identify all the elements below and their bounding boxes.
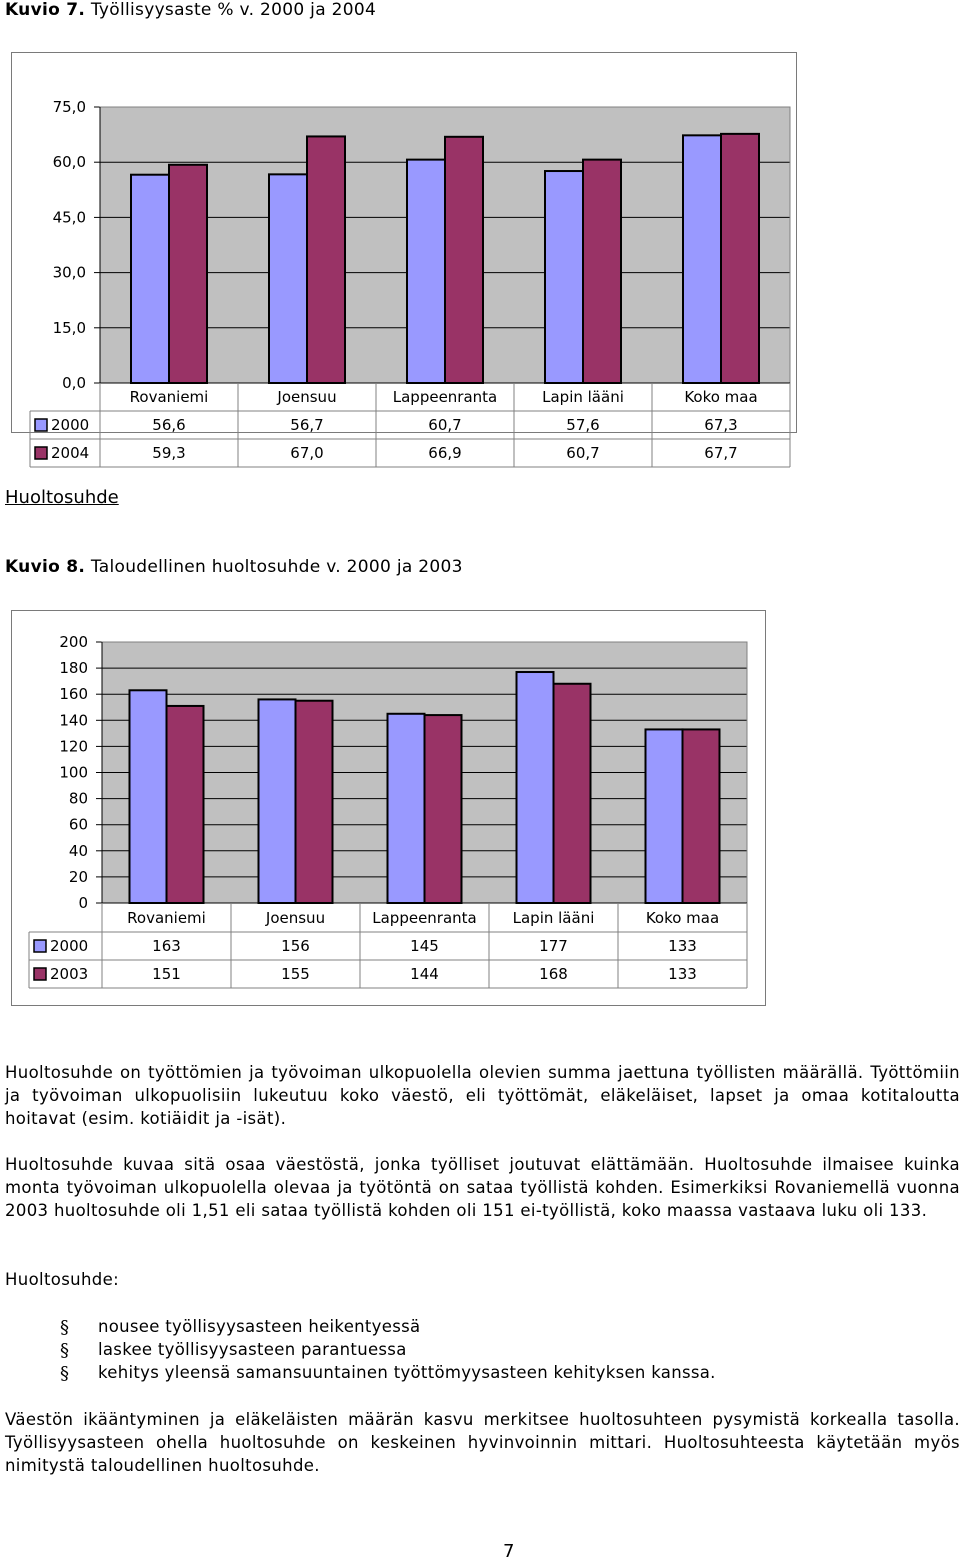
data-label: 59,3 xyxy=(152,444,186,462)
legend-swatch xyxy=(34,940,46,952)
bar xyxy=(296,701,333,903)
bar xyxy=(425,715,462,903)
y-tick-label: 60,0 xyxy=(52,153,86,172)
dependency-ratio-chart xyxy=(11,610,766,1006)
data-label: 66,9 xyxy=(428,444,462,462)
figure-7-title xyxy=(5,0,376,20)
legend-label: 2000 xyxy=(51,416,90,434)
data-label: 163 xyxy=(152,937,181,955)
bar xyxy=(259,699,296,903)
figure-7-label: Kuvio 7. xyxy=(5,0,86,20)
data-label: 156 xyxy=(281,937,310,955)
y-tick-label: 60 xyxy=(68,815,88,834)
bar xyxy=(388,714,425,903)
data-label: 56,7 xyxy=(290,416,324,434)
bullet-section-icon: § xyxy=(60,1340,70,1361)
data-label: 57,6 xyxy=(566,416,600,434)
y-tick-label: 120 xyxy=(59,737,88,756)
y-tick-label: 20 xyxy=(68,867,88,886)
bar xyxy=(683,729,720,903)
data-label: 60,7 xyxy=(566,444,600,462)
data-label: 133 xyxy=(668,937,697,955)
category-label: Lapin lääni xyxy=(512,909,595,927)
bar xyxy=(583,160,621,383)
y-tick-label: 160 xyxy=(59,685,88,704)
y-tick-label: 30,0 xyxy=(52,263,86,282)
category-label: Koko maa xyxy=(684,388,758,406)
paragraph-description: Huoltosuhde kuvaa sitä osaa väestöstä, jonka työlliset joutuvat elättämään. Huoltosuhde ilmaisee kuinka monta työvoiman ulkopuolella olevaa ja työtöntä on sataa työllistä kohden. Esimerkiksi Rovaniemellä vuonna 2003 huoltosuhde oli 1,51 eli sataa työllistä kohden oli 151 ei-työllistä, koko maassa vastaava luku oli 133. xyxy=(5,1155,960,1220)
y-tick-label: 80 xyxy=(68,789,88,808)
y-tick-label: 75,0 xyxy=(52,98,86,116)
list-item-text: nousee työllisyysasteen heikentyessä xyxy=(98,1317,421,1336)
bar xyxy=(683,135,721,383)
y-tick-label: 200 xyxy=(59,633,88,651)
bar xyxy=(131,175,169,383)
legend-swatch xyxy=(35,447,47,459)
data-label: 133 xyxy=(668,965,697,983)
figure-8-caption: Taloudellinen huoltosuhde v. 2000 ja 2003 xyxy=(90,557,463,577)
y-tick-label: 100 xyxy=(59,763,88,782)
bar xyxy=(445,137,483,383)
data-label: 56,6 xyxy=(152,416,186,434)
data-label: 67,3 xyxy=(704,416,738,434)
list-item-text: kehitys yleensä samansuuntainen työttömyysasteen kehityksen kanssa. xyxy=(98,1363,716,1382)
bullet-section-icon: § xyxy=(60,1363,70,1384)
y-tick-label: 15,0 xyxy=(52,318,86,337)
data-label: 177 xyxy=(539,937,568,955)
data-label: 67,0 xyxy=(290,444,324,462)
bar xyxy=(307,136,345,383)
section-heading: Huoltosuhde xyxy=(5,487,119,508)
paragraph-conclusion: Väestön ikääntyminen ja eläkeläisten määrän kasvu merkitsee huoltosuhteen pysymistä korkealla tasolla. Työllisyysasteen ohella huoltosuhde on keskeinen hyvinvoinnin mittari. Huoltosuhteesta käytetään myös nimitystä taloudellinen huoltosuhde. xyxy=(5,1410,960,1475)
category-label: Koko maa xyxy=(645,909,720,927)
category-label: Lappeenranta xyxy=(392,388,498,406)
page-number: 7 xyxy=(503,1541,515,1562)
category-label: Lappeenranta xyxy=(372,909,477,927)
bar xyxy=(646,729,683,903)
y-tick-label: 0,0 xyxy=(62,374,86,392)
figure-8-label: Kuvio 8. xyxy=(5,557,86,577)
dependency-ratio-chart-svg xyxy=(12,611,765,1005)
bar xyxy=(721,134,759,383)
category-label: Joensuu xyxy=(265,909,326,927)
y-tick-label: 180 xyxy=(59,659,88,678)
list-intro: Huoltosuhde: xyxy=(5,1270,120,1289)
bar xyxy=(269,174,307,383)
data-label: 67,7 xyxy=(704,444,738,462)
category-label: Lapin lääni xyxy=(542,388,624,406)
data-label: 151 xyxy=(152,965,181,983)
bar xyxy=(169,165,207,383)
y-tick-label: 45,0 xyxy=(52,208,86,227)
category-label: Rovaniemi xyxy=(127,909,206,927)
category-label: Rovaniemi xyxy=(129,388,209,406)
legend-swatch xyxy=(34,968,46,980)
y-tick-label: 0 xyxy=(78,894,88,912)
bar xyxy=(545,171,583,383)
legend-label: 2000 xyxy=(50,937,89,955)
legend-label: 2003 xyxy=(50,965,89,983)
data-label: 144 xyxy=(410,965,439,983)
paragraph-definition: Huoltosuhde on työttömien ja työvoiman ulkopuolella olevien summa jaettuna työllisten määrällä. Työttömiin ja työvoiman ulkopuolisiin lukeutuu koko väestö, eli työttömät, eläkeläiset, lapset ja omaa kotitaloutta hoitavat (esim. kotiäidit ja -isät). xyxy=(5,1063,960,1128)
data-label: 155 xyxy=(281,965,310,983)
legend-swatch xyxy=(35,419,47,431)
bullet-section-icon: § xyxy=(60,1317,70,1338)
data-label: 60,7 xyxy=(428,416,462,434)
bar xyxy=(167,706,204,903)
data-label: 145 xyxy=(410,937,439,955)
category-label: Joensuu xyxy=(277,388,337,406)
legend-label: 2004 xyxy=(51,444,90,462)
bar xyxy=(554,684,591,903)
figure-8-title xyxy=(5,557,463,577)
bar xyxy=(407,160,445,383)
bar xyxy=(517,672,554,903)
data-label: 168 xyxy=(539,965,568,983)
y-tick-label: 40 xyxy=(68,841,88,860)
bar xyxy=(130,690,167,903)
figure-7-caption: Työllisyysaste % v. 2000 ja 2004 xyxy=(90,0,377,20)
employment-rate-chart-svg xyxy=(12,53,796,462)
y-tick-label: 140 xyxy=(59,711,88,730)
list-item-text: laskee työllisyysasteen parantuessa xyxy=(98,1340,407,1359)
employment-rate-chart xyxy=(11,52,797,462)
